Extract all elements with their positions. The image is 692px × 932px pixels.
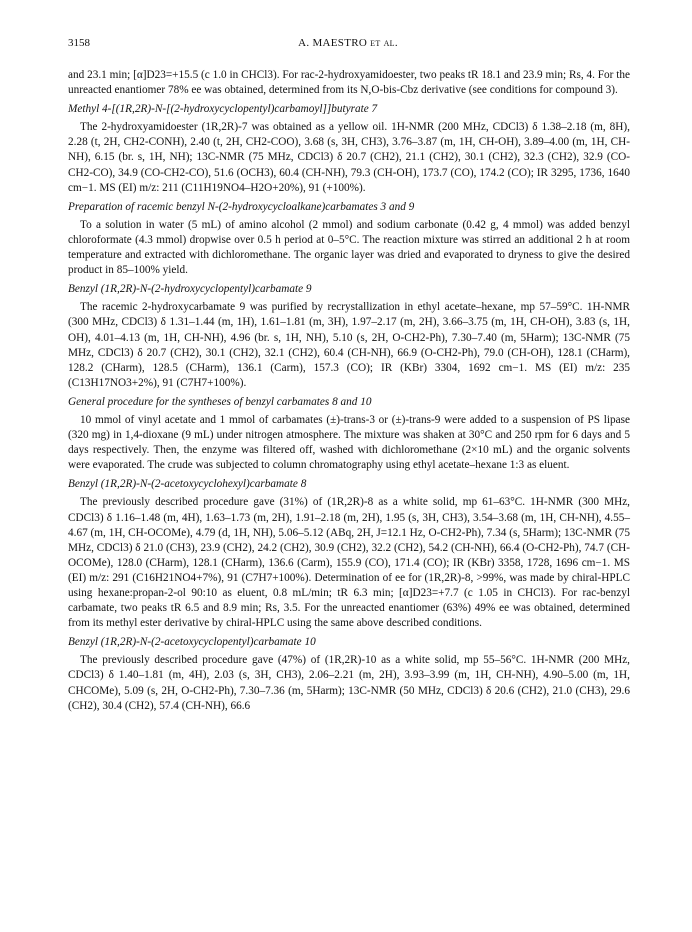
- section-heading-compound-9: Benzyl (1R,2R)-N-(2-hydroxycyclopentyl)carbamate 9: [68, 283, 312, 296]
- paragraph-racemic-carbamates: To a solution in water (5 mL) of amino alcohol (2 mmol) and sodium carbonate (0.42 g, 4 mmol) was added benzyl chloroformate (4.3 mmol) dropwise over 0.5 h period at 0–5°C. The reaction mixture was stirred an additional 2 h at room temperature and extracted with dichloromethane. The organic layer was dried and evaporated to dryness to give the desired product in 85–100% yield.: [68, 218, 630, 277]
- page-number: 3158: [68, 37, 90, 49]
- running-head: A. MAESTRO et al.: [298, 37, 398, 49]
- paragraph-compound-9: The racemic 2-hydroxycarbamate 9 was purified by recrystallization in ethyl acetate–hexane, mp 57–59°C. 1H-NMR (300 MHz, CDCl3) δ 1.31–1.44 (m, 1H), 1.61–1.81 (m, 3H), 1.97–2.17 (m, 2H), 3.66–3.75 (m, 1H, CH-OH), 3.83 (s, 1H, OH), 4.01–4.13 (m, 1H, CH-NH), 4.96 (br. s, 1H, NH), 5.10 (s, 2H, O-CH2-Ph), 7.30–7.40 (m, 5Harm); 13C-NMR (75 MHz, CDCl3) δ 20.7 (CH2), 30.1 (CH2), 32.1 (CH2), 60.4 (CH-NH), 66.9 (O-CH2-Ph), 79.0 (CH-OH), 128.1 (CHarm), 128.2 (CHarm), 128.5 (CHarm), 136.1 (Carm), 157.3 (CO); IR (KBr) 3304, 1692 cm−1. MS (EI) m/z: 235 (C13H17NO3+2%), 91 (C7H7+100%).: [68, 301, 630, 389]
- paragraph-compound-8: The previously described procedure gave (31%) of (1R,2R)-8 as a white solid, mp 61–63°C. 1H-NMR (300 MHz, CDCl3) δ 1.16–1.48 (m, 4H), 1.63–1.73 (m, 2H), 1.91–2.18 (m, 2H), 1.95 (s, 3H, CH3), 3.54–3.68 (m, 1H, CH-NH), 4.55–4.67 (m, 1H, CH-OCOMe), 4.79 (d, 1H, NH), 5.06–5.12 (ABq, 2H, J=12.1 Hz, O-CH2-Ph), 7.34 (s, 5Harm); 13C-NMR (75 MHz, CDCl3) δ 21.0 (CH3), 23.9 (CH2), 24.2 (CH2), 30.9 (CH2), 32.2 (CH2), 54.2 (CH-NH), 66.4 (O-CH2-Ph), 74.7 (CH-OCOMe), 128.0 (CHarm), 128.1 (CHarm), 136.6 (Carm), 155.9 (CO), 171.4 (CO); IR (KBr) 3358, 1728, 1696 cm−1. MS (EI) m/z: 291 (C16H21NO4+7%), 91 (C7H7+100%). Determination of ee for (1R,2R)-8, >99%, was made by chiral-HPLC using hexane:propan-2-ol 90:10 as eluent, 0.8 mL/min; tR 6.3 min; [α]D23=+7.7 (c 1.05 in CHCl3). For rac-benzyl carbamate, two peaks tR 6.5 and 8.9 min; Rs, 3.5. For the unreacted enantiomer (63%) 49% ee was obtained, determined from its methyl ester derivative by chiral-HPLC using the same above described conditions.: [68, 496, 630, 630]
- article-body: [68, 68, 630, 714]
- section-heading-compound-7: Methyl 4-[(1R,2R)-N-[(2-hydroxycyclopentyl)carbamoyl]]butyrate 7: [68, 103, 378, 116]
- paragraph-continued: and 23.1 min; [α]D23=+15.5 (c 1.0 in CHCl3). For rac-2-hydroxyamidoester, two peaks tR 18.1 and 23.9 min; Rs, 4. For the unreacted enantiomer 78% ee was obtained, determined from its N,O-bis-Cbz derivative (see conditions for compound 3).: [68, 69, 630, 97]
- page-header: [68, 37, 628, 53]
- paragraph-compound-7: The 2-hydroxyamidoester (1R,2R)-7 was obtained as a yellow oil. 1H-NMR (200 MHz, CDCl3) δ 1.38–2.18 (m, 8H), 2.28 (t, 2H, CH2-CONH), 2.40 (t, 2H, CH2-COO), 3.68 (s, 3H, CH3), 3.76–3.87 (m, 1H, CH-OH), 3.89–4.00 (m, 1H, CH-NH), 6.15 (br. s, 1H, NH); 13C-NMR (75 MHz, CDCl3) δ 20.7 (CH2), 21.1 (CH2), 30.1 (CH2), 32.3 (CH2), 32.9 (CO-CH2-CO), 34.9 (CO-CH2-CO), 51.6 (OCH3), 60.4 (CH-NH), 79.3 (CH-OH), 173.7 (CO), 174.2 (CO); IR 3295, 1736, 1640 cm−1. MS (EI) m/z: 211 (C11H19NO4–H2O+20%), 91 (+100%).: [68, 121, 630, 194]
- paragraph-compound-10: The previously described procedure gave (47%) of (1R,2R)-10 as a white solid, mp 55–56°C. 1H-NMR (200 MHz, CDCl3) δ 1.40–1.81 (m, 4H), 2.03 (s, 3H, CH3), 2.06–2.21 (m, 2H), 3.93–3.99 (m, 1H, CH-NH), 4.90–5.00 (m, 1H, CHCOMe), 5.09 (s, 2H, O-CH2-Ph), 7.30–7.36 (m, 5Harm); 13C-NMR (50 MHz, CDCl3) δ 20.6 (CH2), 21.0 (CH3), 29.6 (CH2), 30.4 (CH2), 57.4 (CH-NH), 66.6: [68, 654, 630, 712]
- paragraph-general-procedure: 10 mmol of vinyl acetate and 1 mmol of carbamates (±)-trans-3 or (±)-trans-9 were added to a suspension of PS lipase (320 mg) in 1,4-dioxane (9 mL) under nitrogen atmosphere. The mixture was shaken at 30°C and 250 rpm for 6 days and 5 days respectively. Then, the enzyme was filtered off, washed with dichloromethane (2×10 mL) and the organic solvents were evaporated. The crude was subjected to column chromatography using ethyl acetate–hexane 1:3 as eluent.: [68, 413, 630, 472]
- section-heading-compound-8: Benzyl (1R,2R)-N-(2-acetoxycyclohexyl)carbamate 8: [68, 478, 307, 491]
- section-heading-compound-10: Benzyl (1R,2R)-N-(2-acetoxycyclopentyl)carbamate 10: [68, 636, 316, 649]
- section-heading-general-procedure: General procedure for the syntheses of benzyl carbamates 8 and 10: [68, 395, 372, 408]
- section-heading-racemic-carbamates: Preparation of racemic benzyl N-(2-hydroxycycloalkane)carbamates 3 and 9: [68, 200, 415, 213]
